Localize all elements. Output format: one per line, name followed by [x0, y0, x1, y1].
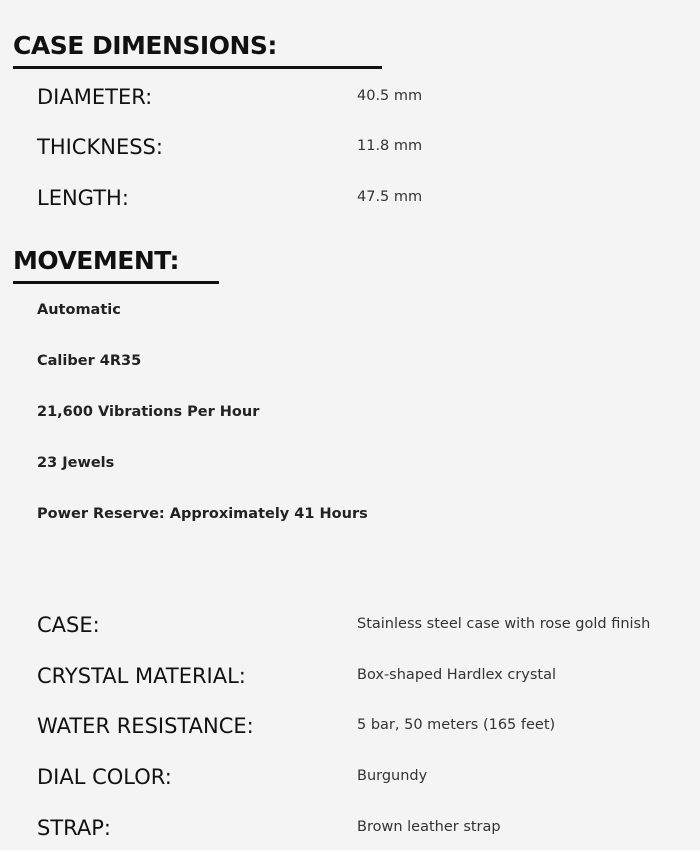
case-label: CASE:: [37, 613, 100, 637]
movement-caliber: Caliber 4R35: [37, 353, 142, 369]
case-value: Stainless steel case with rose gold finish: [357, 616, 651, 632]
crystal-material-label: CRYSTAL MATERIAL:: [37, 664, 246, 688]
water-resistance-label: WATER RESISTANCE:: [37, 714, 254, 738]
diameter-value: 40.5 mm: [357, 88, 423, 104]
dial-color-label: DIAL COLOR:: [37, 765, 172, 789]
case-dimensions-underline: [13, 66, 382, 69]
strap-label: STRAP:: [37, 816, 112, 840]
water-resistance-value: 5 bar, 50 meters (165 feet): [357, 717, 556, 733]
diameter-label: DIAMETER:: [37, 85, 153, 109]
thickness-value: 11.8 mm: [357, 138, 423, 154]
crystal-material-value: Box-shaped Hardlex crystal: [357, 667, 557, 683]
strap-value: Brown leather strap: [357, 819, 501, 835]
dial-color-value: Burgundy: [357, 768, 428, 784]
case-dimensions-heading: CASE DIMENSIONS:: [13, 31, 277, 60]
movement-type: Automatic: [37, 302, 121, 318]
length-label: LENGTH:: [37, 186, 129, 210]
length-value: 47.5 mm: [357, 189, 423, 205]
thickness-label: THICKNESS:: [37, 135, 163, 159]
movement-vibrations: 21,600 Vibrations Per Hour: [37, 404, 260, 420]
movement-heading: MOVEMENT:: [13, 246, 179, 275]
movement-power-reserve: Power Reserve: Approximately 41 Hours: [37, 506, 368, 522]
movement-jewels: 23 Jewels: [37, 455, 115, 471]
movement-underline: [13, 281, 219, 284]
